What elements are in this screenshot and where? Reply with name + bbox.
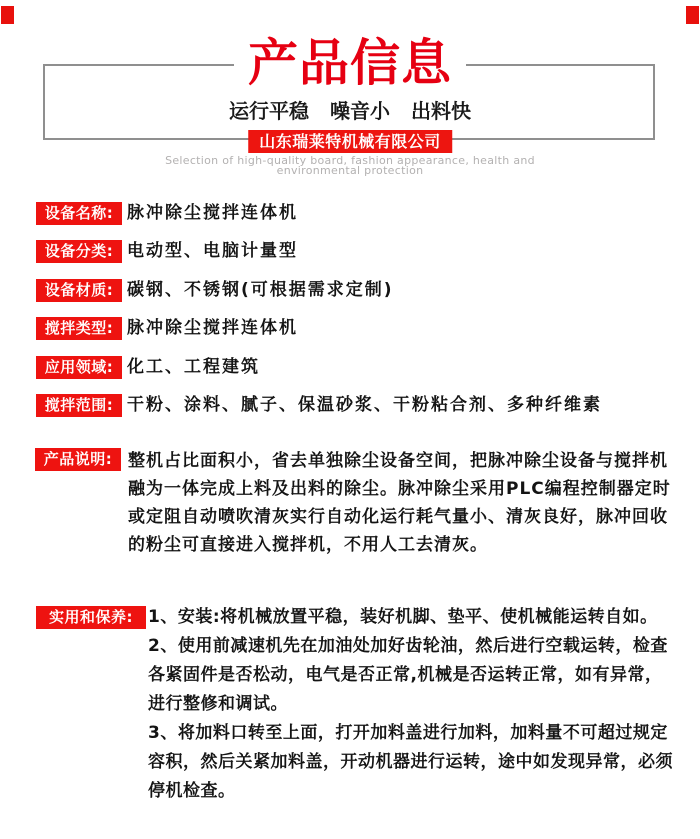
spec-value: 脉冲除尘搅拌连体机 <box>127 318 298 338</box>
spec-row-mixing-type <box>36 317 298 340</box>
spec-value: 干粉、涂料、腻子、保温砂浆、干粉粘合剂、多种纤维素 <box>127 395 602 415</box>
maintenance-text <box>148 603 673 806</box>
description-section <box>35 448 121 471</box>
tagline-item-3: 出料快 <box>410 99 471 123</box>
maintenance-label: 实用和保养: <box>36 606 146 629</box>
company-banner: 山东瑞莱特机械有限公司 <box>248 130 452 153</box>
description-line: 整机占比面积小，省去单独除尘设备空间，把脉冲除尘设备与搅拌机 <box>128 451 668 471</box>
english-caption <box>0 156 700 176</box>
maintenance-line: 进行整修和调试。 <box>148 694 288 714</box>
spec-label: 设备材质: <box>36 279 122 302</box>
description-text <box>128 447 671 559</box>
spec-label: 搅拌范围: <box>36 394 122 417</box>
maintenance-line: 容积，然后关紧加料盖，开动机器进行运转，途中如发现异常，必须 <box>148 752 673 772</box>
description-line: 或定阻自动喷吹清灰实行自动化运行耗气量小、清灰良好，脉冲回收 <box>128 507 668 527</box>
page-title: 产品信息 <box>234 38 466 88</box>
spec-label: 搅拌类型: <box>36 317 122 340</box>
spec-row-mixing-range <box>36 394 602 417</box>
corner-accent-right <box>686 6 699 24</box>
maintenance-line: 停机检查。 <box>148 781 236 801</box>
description-line: 融为一体完成上料及出料的除尘。脉冲除尘采用PLC编程控制器定时 <box>128 479 671 499</box>
english-caption-line1: Selection of high-quality board, fashion appearance, health and <box>165 154 535 167</box>
tagline-item-1: 运行平稳 <box>229 99 310 123</box>
spec-value: 脉冲除尘搅拌连体机 <box>127 203 298 223</box>
spec-label: 应用领域: <box>36 356 122 379</box>
description-label: 产品说明: <box>35 448 121 471</box>
spec-value: 电动型、电脑计量型 <box>127 241 298 261</box>
description-line: 的粉尘可直接进入搅拌机，不用人工去清灰。 <box>128 535 488 555</box>
maintenance-line: 3、将加料口转至上面，打开加料盖进行加料，加料量不可超过规定 <box>148 723 668 743</box>
spec-row-device-material <box>36 279 394 302</box>
tagline-item-2: 噪音小 <box>330 99 390 123</box>
spec-value: 碳钢、不锈钢(可根据需求定制) <box>127 280 394 300</box>
spec-label: 设备分类: <box>36 240 122 263</box>
english-caption-line2: environmental protection <box>276 164 424 177</box>
tagline <box>0 100 700 122</box>
maintenance-line: 2、使用前减速机先在加油处加好齿轮油，然后进行空载运转，检查 <box>148 636 668 656</box>
maintenance-section <box>36 606 146 629</box>
maintenance-line: 各紧固件是否松动，电气是否正常,机械是否运转正常，如有异常， <box>148 665 663 685</box>
spec-value: 化工、工程建筑 <box>127 357 260 377</box>
spec-row-application-field <box>36 356 260 379</box>
spec-row-device-name <box>36 202 298 225</box>
spec-row-device-category <box>36 240 298 263</box>
corner-accent-left <box>1 6 14 24</box>
spec-label: 设备名称: <box>36 202 122 225</box>
maintenance-line: 1、安装:将机械放置平稳，装好机脚、垫平、使机械能运转自如。 <box>148 607 658 627</box>
